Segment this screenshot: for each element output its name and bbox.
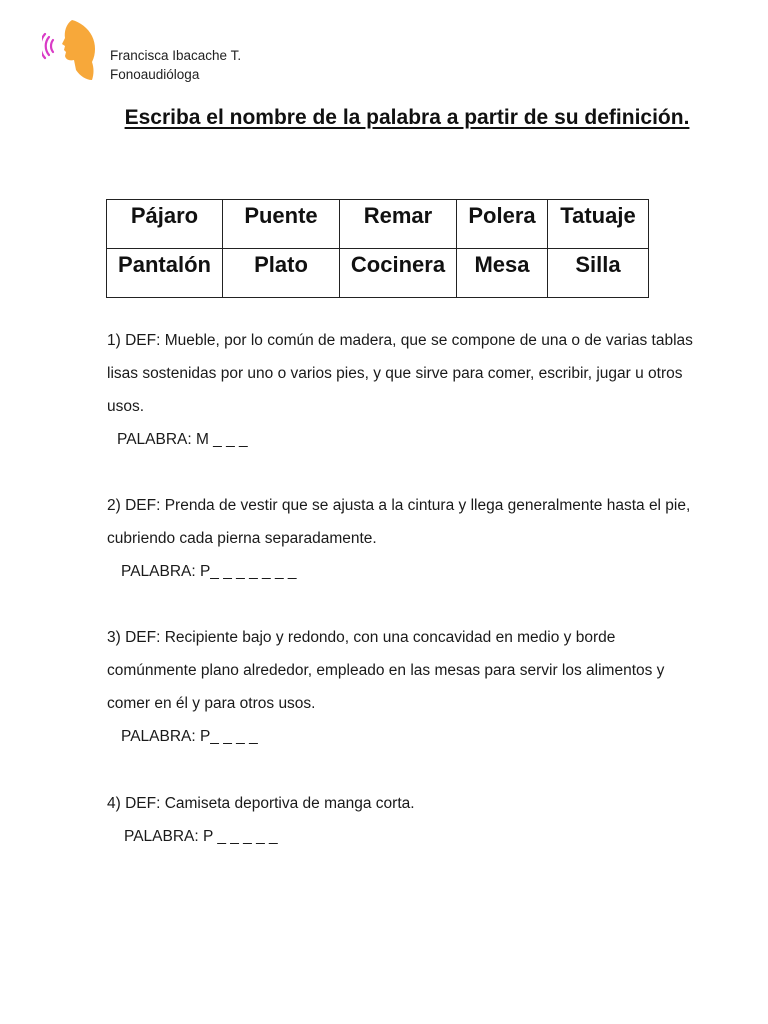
question-definition: 3) DEF: Recipiente bajo y redondo, con una concavidad en medio y borde comúnmente plano alrededor, empleado en las mesas para servir los alimentos y comer en él y para otros usos. [107, 629, 665, 712]
question-2 [107, 489, 707, 588]
table-cell: Polera [457, 200, 548, 249]
question-1 [107, 324, 707, 456]
table-cell: Plato [223, 249, 340, 298]
table-row [107, 249, 649, 298]
question-definition: 1) DEF: Mueble, por lo común de madera, que se compone de una o de varias tablas lisas sostenidas por uno o varios pies, y que sirve para comer, escribir, jugar u otros usos. [107, 332, 693, 415]
table-cell: Puente [223, 200, 340, 249]
table-cell: Silla [548, 249, 649, 298]
answer-blank: PALABRA: M _ _ _ [117, 431, 248, 448]
table-cell: Remar [340, 200, 457, 249]
table-cell: Pantalón [107, 249, 223, 298]
question-definition: 2) DEF: Prenda de vestir que se ajusta a la cintura y llega generalmente hasta el pie, cubriendo cada pierna separadamente. [107, 497, 691, 547]
author-name: Francisca Ibacache T. [110, 48, 242, 63]
page-title: Escriba el nombre de la palabra a partir de su definición. [124, 106, 690, 129]
table-cell: Tatuaje [548, 200, 649, 249]
author-role: Fonoaudióloga [110, 67, 200, 82]
table-cell: Cocinera [340, 249, 457, 298]
question-3 [107, 621, 707, 753]
question-4 [107, 787, 707, 853]
word-bank-table [106, 199, 649, 298]
table-cell: Mesa [457, 249, 548, 298]
answer-blank: PALABRA: P_ _ _ _ _ _ _ [121, 563, 297, 580]
answer-blank: PALABRA: P_ _ _ _ [121, 728, 258, 745]
author-info [110, 46, 241, 84]
speaking-head-logo-icon [42, 18, 98, 82]
table-row [107, 200, 649, 249]
table-cell: Pájaro [107, 200, 223, 249]
question-definition: 4) DEF: Camiseta deportiva de manga corta. [107, 795, 415, 812]
answer-blank: PALABRA: P _ _ _ _ _ [124, 828, 278, 845]
